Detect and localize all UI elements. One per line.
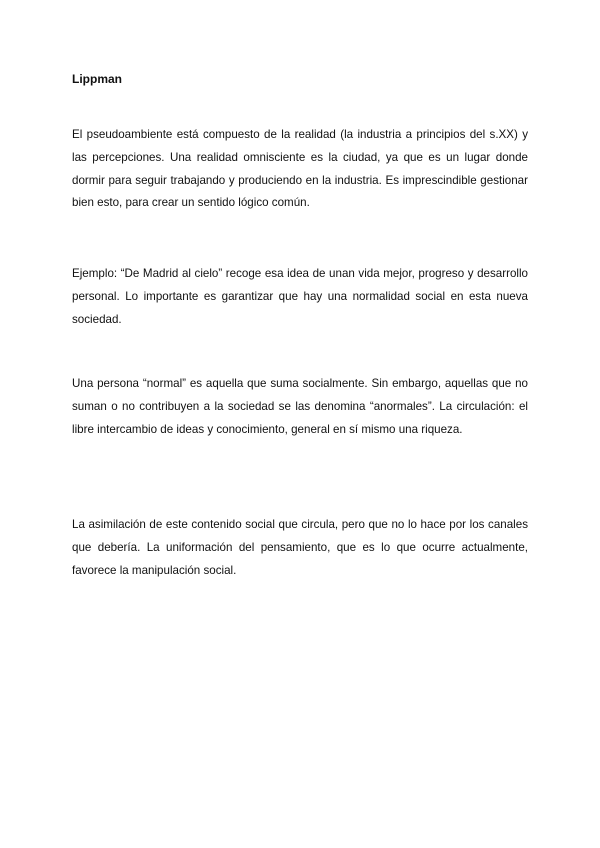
paragraph-2: Ejemplo: “De Madrid al cielo” recoge esa idea de unan vida mejor, progreso y desarrollo personal. Lo importante es garantizar que hay una normalidad social en esta nueva sociedad. bbox=[72, 267, 528, 326]
paragraph-3: Una persona “normal” es aquella que suma socialmente. Sin embargo, aquellas que no suman o no contribuyen a la sociedad se las denomina “anormales”. La circulación: el libre intercambio de ideas y conocimiento, general en sí mismo una riqueza. bbox=[72, 377, 528, 436]
paragraph-4: La asimilación de este contenido social que circula, pero que no lo hace por los canales que debería. La uniformación del pensamiento, que es lo que ocurre actualmente, favorece la manipulación social. bbox=[72, 518, 528, 577]
page-title: Lippman bbox=[72, 72, 122, 86]
paragraph-1: El pseudoambiente está compuesto de la realidad (la industria a principios del s.XX) y las percepciones. Una realidad omnisciente es la ciudad, ya que es un lugar donde dormir para seguir trabajando y produciendo en la industria. Es imprescindible gestionar bien esto, para crear un sentido lógico común. bbox=[72, 128, 528, 210]
